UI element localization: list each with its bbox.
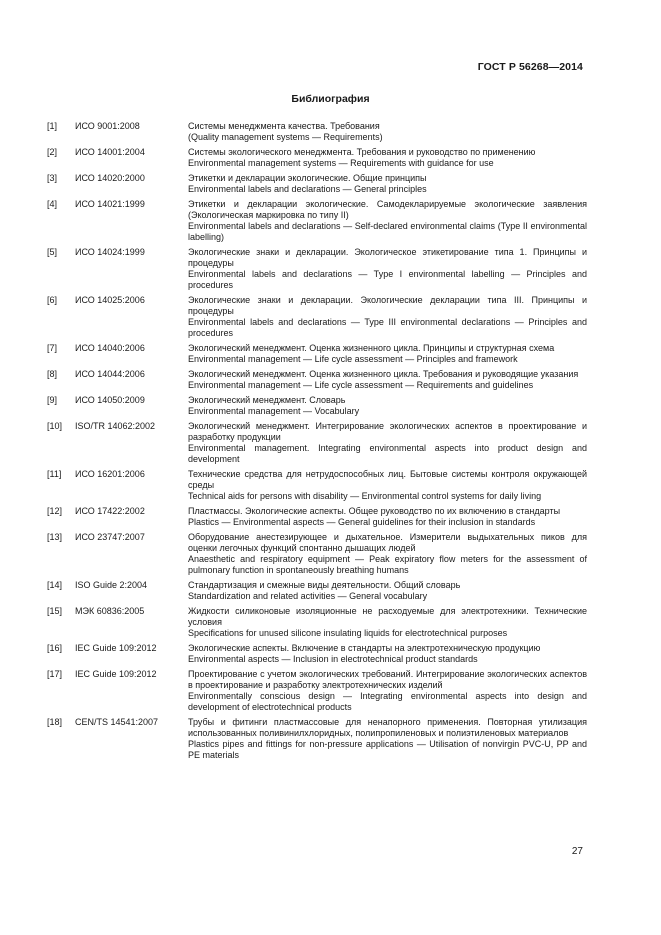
entry-standard-code: ИСО 14044:2006 (75, 369, 145, 379)
entry-standard-code: IEC Guide 109:2012 (75, 669, 157, 679)
entry-title (188, 506, 587, 528)
entry-standard-code: ISO Guide 2:2004 (75, 580, 148, 590)
entry-number: [10] (47, 421, 63, 431)
entry-title-en: Environmental management — Vocabulary (188, 406, 360, 416)
entry-standard-code: МЭК 60836:2005 (75, 606, 145, 616)
bibliography-entry (47, 199, 587, 243)
bibliography-entry (47, 580, 587, 602)
entry-standard-code: ИСО 23747:2007 (75, 532, 145, 542)
entry-number: [12] (47, 506, 63, 516)
entry-standard-code: ИСО 14024:1999 (75, 247, 145, 257)
entry-title (188, 121, 587, 143)
entry-standard-code: ИСО 14020:2000 (75, 173, 145, 183)
entry-standard-code: ИСО 14040:2006 (75, 343, 145, 353)
entry-title-en: Environmental labels and declarations — Self-declared environmental claims (Type II environmental labelling) (188, 221, 587, 242)
entry-number: [8] (47, 369, 58, 379)
bibliography-entry (47, 506, 587, 528)
entry-number: [3] (47, 173, 58, 183)
entry-title-ru: Жидкости силиконовые изоляционные не расходуемые для электротехники. Технические условия (188, 606, 587, 627)
entry-title-ru: Экологические знаки и декларации. Экологические декларации типа III. Принципы и процедуры (188, 295, 587, 316)
entry-title-en: Environmental management systems — Requirements with guidance for use (188, 158, 494, 168)
entry-title-ru: Оборудование анестезирующее и дыхательное. Измерители выдыхательных пиков для оценки легочных функций спонтанно дышащих людей (188, 532, 587, 553)
bibliography-entry (47, 532, 587, 576)
entry-standard-code: ИСО 14050:2009 (75, 395, 145, 405)
entry-number: [4] (47, 199, 58, 209)
entry-title (188, 395, 587, 417)
entry-standard-code: ИСО 14021:1999 (75, 199, 145, 209)
entry-number: [14] (47, 580, 63, 590)
entry-title-en: Environmental management. Integrating environmental aspects into product design and development (188, 443, 587, 464)
bibliography-entry (47, 369, 587, 391)
entry-number: [1] (47, 121, 58, 131)
entry-title-ru: Экологические аспекты. Включение в стандарты на электротехническую продукцию (188, 643, 541, 653)
bibliography-entry (47, 643, 587, 665)
entry-title (188, 717, 587, 761)
entry-title-en: Technical aids for persons with disability — Environmental control systems for daily living (188, 491, 542, 501)
entry-title-ru: Технические средства для нетрудоспособных лиц. Бытовые системы контроля окружающей среды (188, 469, 587, 490)
entry-title-ru: Трубы и фитинги пластмассовые для ненапорного применения. Повторная утилизация использованных поливинилхлоридных, полипропиленовых и полиэтиленовых материалов (188, 717, 587, 738)
entry-standard-code: IEC Guide 109:2012 (75, 643, 157, 653)
bibliography-entry (47, 247, 587, 291)
bibliography-entry (47, 121, 587, 143)
entry-title-ru: Экологический менеджмент. Словарь (188, 395, 346, 405)
entry-number: [17] (47, 669, 63, 679)
entry-standard-code: CEN/TS 14541:2007 (75, 717, 159, 727)
entry-number: [2] (47, 147, 58, 157)
entry-title (188, 295, 587, 339)
entry-title-en: Anaesthetic and respiratory equipment — Peak expiratory flow meters for the assessment of pulmonary function in spontaneously breathing humans (188, 554, 587, 575)
entry-number: [5] (47, 247, 58, 257)
entry-number: [15] (47, 606, 63, 616)
entry-title-ru: Системы менеджмента качества. Требования (188, 121, 380, 131)
entry-number: [9] (47, 395, 58, 405)
entry-title (188, 147, 587, 169)
entry-title-ru: Экологический менеджмент. Оценка жизненного цикла. Требования и руководящие указания (188, 369, 579, 379)
bibliography-entry (47, 421, 587, 465)
entry-title-en: Plastics — Environmental aspects — General guidelines for their inclusion in standards (188, 517, 536, 527)
entry-title-ru: Этикетки и декларации экологические. Общие принципы (188, 173, 427, 183)
entry-title-ru: Экологический менеджмент. Оценка жизненного цикла. Принципы и структурная схема (188, 343, 555, 353)
entry-standard-code: ИСО 16201:2006 (75, 469, 145, 479)
entry-title-ru: Экологический менеджмент. Интегрирование экологических аспектов в проектирование и разработку продукции (188, 421, 587, 442)
entry-title-en: Environmental management — Life cycle assessment — Requirements and guidelines (188, 380, 534, 390)
entry-title-en: Environmental aspects — Inclusion in electrotechnical product standards (188, 654, 478, 664)
bibliography-entry (47, 606, 587, 639)
entry-title (188, 199, 587, 243)
entry-title-ru: Пластмассы. Экологические аспекты. Общее руководство по их включению в стандарты (188, 506, 561, 516)
entry-title-en: Environmental labels and declarations — General principles (188, 184, 427, 194)
entry-number: [6] (47, 295, 58, 305)
entry-title-en: Environmental management — Life cycle assessment — Principles and framework (188, 354, 518, 364)
bibliography-list (47, 121, 587, 765)
entry-number: [16] (47, 643, 63, 653)
entry-title (188, 369, 587, 391)
section-title: Библиография (291, 93, 370, 105)
entry-standard-code: ИСО 14001:2004 (75, 147, 145, 157)
entry-title (188, 469, 587, 502)
entry-title-ru: Стандартизация и смежные виды деятельности. Общий словарь (188, 580, 461, 590)
entry-standard-code: ИСО 17422:2002 (75, 506, 145, 516)
entry-title-ru: Системы экологического менеджмента. Требования и руководство по применению (188, 147, 536, 157)
entry-title (188, 580, 587, 602)
bibliography-entry (47, 717, 587, 761)
bibliography-entry (47, 469, 587, 502)
bibliography-entry (47, 669, 587, 713)
bibliography-entry (47, 343, 587, 365)
entry-title (188, 247, 587, 291)
entry-title-ru: Проектирование с учетом экологических требований. Интегрирование экологических аспектов в проектирование и разработку электротехнических изделий (188, 669, 587, 690)
entry-title (188, 343, 587, 365)
entry-title-en: Environmentally conscious design — Integrating environmental aspects into design and development of electrotechnical products (188, 691, 587, 712)
bibliography-entry (47, 147, 587, 169)
entry-title (188, 606, 587, 639)
entry-title (188, 532, 587, 576)
entry-title-ru: Этикетки и декларации экологические. Самодекларируемые экологические заявления (Экологическая маркировка по типу II) (188, 199, 587, 220)
bibliography-entry (47, 395, 587, 417)
entry-standard-code: ИСО 9001:2008 (75, 121, 140, 131)
entry-title-en: Plastics pipes and fittings for non-pressure applications — Utilisation of nonvirgin PVC-U, PP and PE materials (188, 739, 587, 760)
entry-title (188, 173, 587, 195)
page-number: 27 (571, 846, 583, 857)
entry-title (188, 643, 587, 665)
entry-title-en: (Quality management systems — Requirements) (188, 132, 383, 142)
entry-number: [13] (47, 532, 63, 542)
entry-standard-code: ИСО 14025:2006 (75, 295, 145, 305)
entry-title-ru: Экологические знаки и декларации. Экологическое этикетирование типа 1. Принципы и процедуры (188, 247, 587, 268)
entry-number: [7] (47, 343, 58, 353)
standard-designation: ГОСТ Р 56268—2014 (477, 61, 583, 73)
entry-title-en: Specifications for unused silicone insulating liquids for electrotechnical purposes (188, 628, 508, 638)
bibliography-entry (47, 173, 587, 195)
entry-standard-code: ISO/TR 14062:2002 (75, 421, 156, 431)
entry-number: [18] (47, 717, 63, 727)
entry-title (188, 669, 587, 713)
entry-title (188, 421, 587, 465)
entry-number: [11] (47, 469, 62, 479)
entry-title-en: Environmental labels and declarations — Type I environmental labelling — Principles and procedures (188, 269, 587, 290)
entry-title-en: Environmental labels and declarations — Type III environmental declarations — Principles and procedures (188, 317, 587, 338)
bibliography-entry (47, 295, 587, 339)
entry-title-en: Standardization and related activities — General vocabulary (188, 591, 428, 601)
